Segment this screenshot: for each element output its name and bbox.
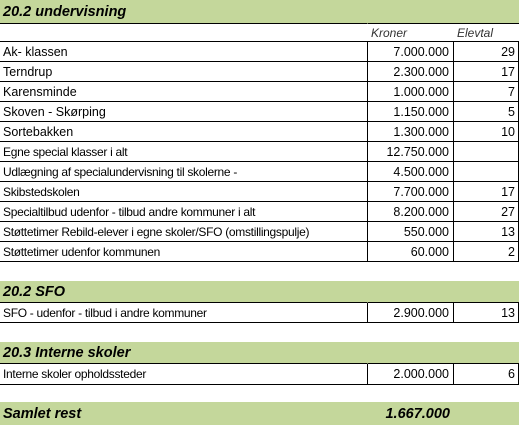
kroner-cell[interactable]: 12.750.000 xyxy=(368,142,454,162)
kroner-cell[interactable]: 2.900.000 xyxy=(368,303,454,323)
row-label[interactable]: Terndrup xyxy=(0,62,368,82)
blank-row[interactable] xyxy=(0,385,519,402)
cell[interactable] xyxy=(454,402,519,425)
kroner-cell[interactable]: 1.000.000 xyxy=(368,82,454,102)
table-row[interactable] xyxy=(0,222,519,242)
column-header-kroner[interactable]: Kroner xyxy=(368,24,454,42)
table-row[interactable] xyxy=(0,122,519,142)
section-title[interactable]: 20.2 SFO xyxy=(0,281,368,303)
table-row[interactable] xyxy=(0,182,519,202)
section-header-sfo[interactable] xyxy=(0,281,519,303)
table-row[interactable] xyxy=(0,82,519,102)
row-label[interactable]: Egne special klasser i alt xyxy=(0,142,368,162)
table-row[interactable] xyxy=(0,303,519,323)
table-row[interactable] xyxy=(0,102,519,122)
total-label[interactable]: Samlet rest xyxy=(0,402,368,425)
kroner-cell[interactable]: 7.000.000 xyxy=(368,42,454,62)
cell[interactable] xyxy=(454,323,519,342)
row-label[interactable]: Karensminde xyxy=(0,82,368,102)
total-kroner[interactable]: 1.667.000 xyxy=(368,402,454,425)
row-label[interactable]: Støttetimer udenfor kommunen xyxy=(0,242,368,262)
table-row[interactable] xyxy=(0,142,519,162)
section-title[interactable]: 20.2 undervisning xyxy=(0,0,368,24)
cell[interactable] xyxy=(454,281,519,303)
elevtal-cell[interactable]: 17 xyxy=(454,62,519,82)
cell[interactable] xyxy=(368,262,454,281)
elevtal-cell[interactable]: 13 xyxy=(454,303,519,323)
elevtal-cell[interactable]: 5 xyxy=(454,102,519,122)
kroner-cell[interactable]: 4.500.000 xyxy=(368,162,454,182)
kroner-cell[interactable]: 1.300.000 xyxy=(368,122,454,142)
kroner-cell[interactable]: 2.000.000 xyxy=(368,364,454,385)
elevtal-cell[interactable] xyxy=(454,162,519,182)
cell[interactable] xyxy=(0,24,368,42)
section-header-undervisning[interactable] xyxy=(0,0,519,24)
elevtal-cell[interactable]: 27 xyxy=(454,202,519,222)
elevtal-cell[interactable]: 2 xyxy=(454,242,519,262)
cell[interactable] xyxy=(0,385,368,402)
row-label[interactable]: Ak- klassen xyxy=(0,42,368,62)
blank-row[interactable] xyxy=(0,323,519,342)
kroner-cell[interactable]: 550.000 xyxy=(368,222,454,242)
table-row[interactable] xyxy=(0,364,519,385)
kroner-cell[interactable]: 60.000 xyxy=(368,242,454,262)
row-label[interactable]: Støttetimer Rebild-elever i egne skoler/SFO (omstillingspulje) xyxy=(0,222,368,242)
cell[interactable] xyxy=(454,0,519,24)
cell[interactable] xyxy=(0,262,368,281)
row-label[interactable]: Skoven - Skørping xyxy=(0,102,368,122)
elevtal-cell[interactable]: 13 xyxy=(454,222,519,242)
elevtal-cell[interactable]: 29 xyxy=(454,42,519,62)
row-label[interactable]: SFO - udenfor - tilbud i andre kommuner xyxy=(0,303,368,323)
cell[interactable] xyxy=(0,323,368,342)
table-row[interactable] xyxy=(0,42,519,62)
cell[interactable] xyxy=(368,342,454,364)
kroner-cell[interactable]: 8.200.000 xyxy=(368,202,454,222)
table-row[interactable] xyxy=(0,202,519,222)
section-title[interactable]: 20.3 Interne skoler xyxy=(0,342,368,364)
table-row[interactable] xyxy=(0,162,519,182)
kroner-cell[interactable]: 1.150.000 xyxy=(368,102,454,122)
blank-row[interactable] xyxy=(0,262,519,281)
row-label[interactable]: Skibstedskolen xyxy=(0,182,368,202)
cell[interactable] xyxy=(454,342,519,364)
total-row[interactable] xyxy=(0,402,519,425)
row-label[interactable]: Interne skoler opholdssteder xyxy=(0,364,368,385)
cell[interactable] xyxy=(368,0,454,24)
kroner-cell[interactable]: 7.700.000 xyxy=(368,182,454,202)
row-label[interactable]: Udlægning af specialundervisning til skolerne - xyxy=(0,162,368,182)
cell[interactable] xyxy=(454,385,519,402)
elevtal-cell[interactable]: 6 xyxy=(454,364,519,385)
cell[interactable] xyxy=(368,385,454,402)
table-row[interactable] xyxy=(0,242,519,262)
elevtal-cell[interactable]: 17 xyxy=(454,182,519,202)
elevtal-cell[interactable] xyxy=(454,142,519,162)
kroner-cell[interactable]: 2.300.000 xyxy=(368,62,454,82)
cell[interactable] xyxy=(368,323,454,342)
row-label[interactable]: Sortebakken xyxy=(0,122,368,142)
elevtal-cell[interactable]: 7 xyxy=(454,82,519,102)
column-header-row[interactable] xyxy=(0,24,519,42)
cell[interactable] xyxy=(368,281,454,303)
cell[interactable] xyxy=(454,262,519,281)
elevtal-cell[interactable]: 10 xyxy=(454,122,519,142)
table-row[interactable] xyxy=(0,62,519,82)
column-header-elevtal[interactable]: Elevtal xyxy=(454,24,519,42)
row-label[interactable]: Specialtilbud udenfor - tilbud andre kommuner i alt xyxy=(0,202,368,222)
section-header-interne-skoler[interactable] xyxy=(0,342,519,364)
